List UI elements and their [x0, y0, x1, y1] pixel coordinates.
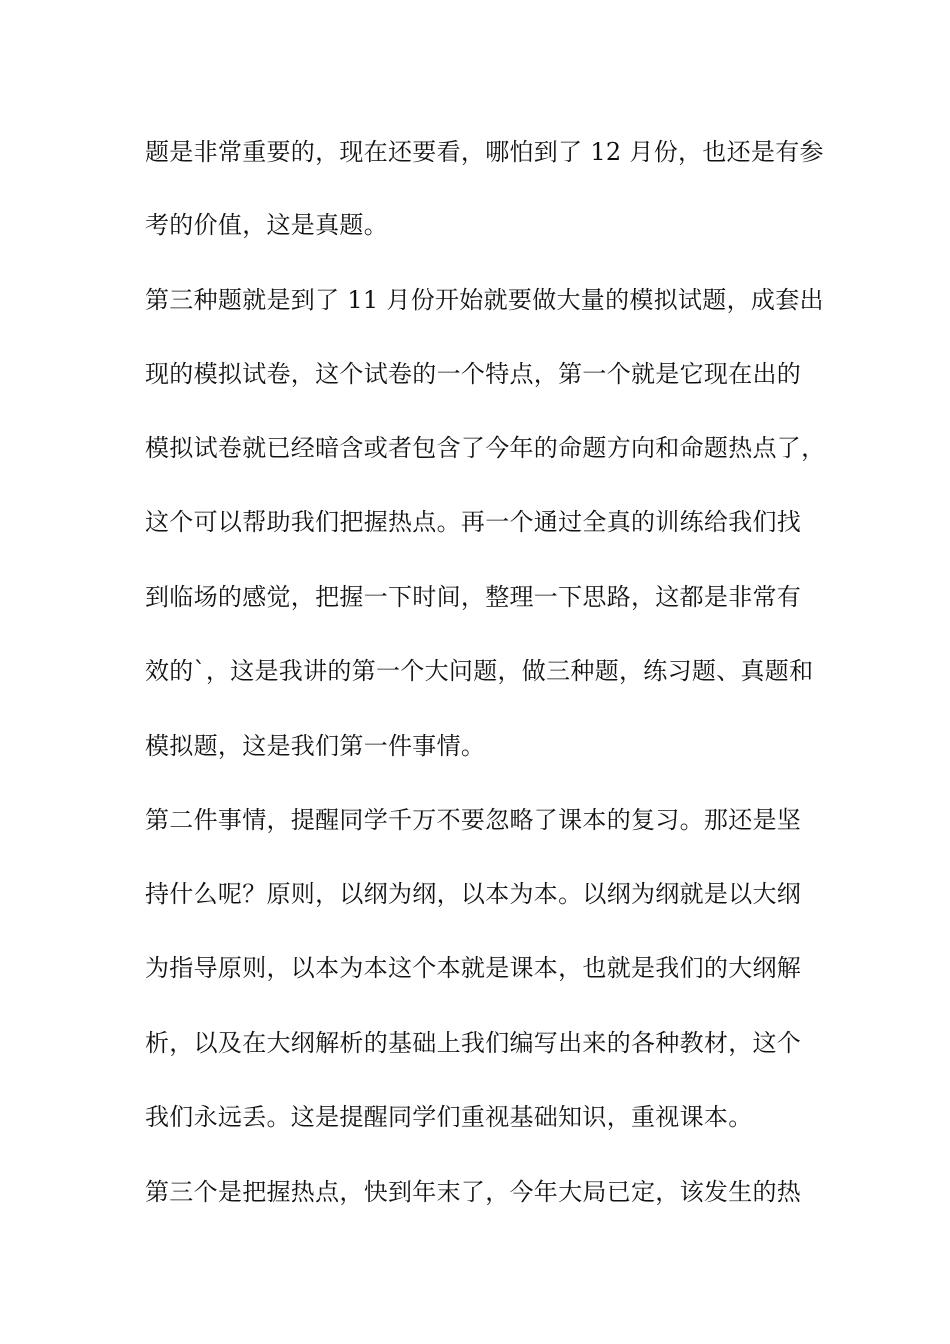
text-line: 到临场的感觉，把握一下时间，整理一下思路，这都是非常有: [145, 583, 802, 611]
text-line: 持什么呢？原则，以纲为纲，以本为本。以纲为纲就是以大纲: [145, 880, 802, 908]
text-line: 题是非常重要的，现在还要看，哪怕到了 12 月份，也还是有参: [145, 138, 824, 166]
text-line: 现的模拟试卷，这个试卷的一个特点，第一个就是它现在出的: [145, 360, 802, 388]
text-line: 我们永远丢。这是提醒同学们重视基础知识，重视课本。: [145, 1103, 753, 1131]
text-line: 为指导原则，以本为本这个本就是课本，也就是我们的大纲解: [145, 954, 802, 982]
text-line: 考的价值，这是真题。: [145, 211, 388, 239]
text-line: 第二件事情，提醒同学千万不要忽略了课本的复习。那还是坚: [145, 806, 802, 834]
text-line: 第三种题就是到了 11 月份开始就要做大量的模拟试题，成套出: [145, 286, 824, 314]
text-line: 第三个是把握热点，快到年末了，今年大局已定，该发生的热: [145, 1178, 802, 1206]
text-line: 效的`，这是我讲的第一个大问题，做三种题，练习题、真题和: [145, 657, 814, 685]
text-line: 模拟试卷就已经暗含或者包含了今年的命题方向和命题热点了，: [145, 434, 826, 462]
text-line: 模拟题，这是我们第一件事情。: [145, 732, 486, 760]
text-line: 析，以及在大纲解析的基础上我们编写出来的各种教材，这个: [145, 1029, 802, 1057]
text-line: 这个可以帮助我们把握热点。再一个通过全真的训练给我们找: [145, 508, 802, 536]
